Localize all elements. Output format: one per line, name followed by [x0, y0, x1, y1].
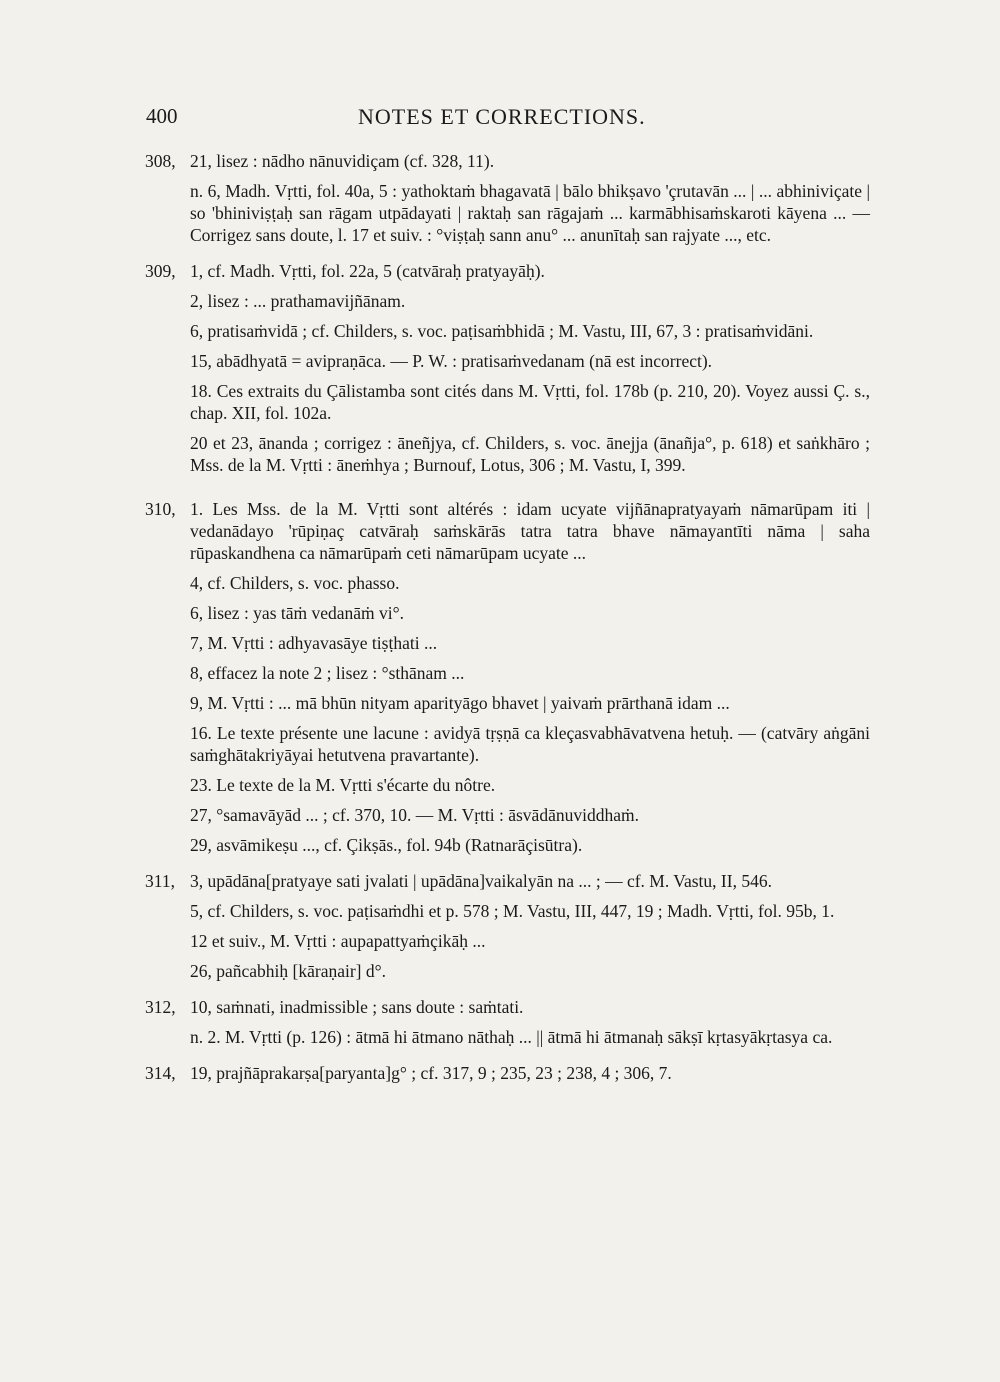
note-text: 7, M. Vṛtti : adhyavasāye tiṣṭhati ...: [190, 633, 438, 653]
note-entry: [0, 692, 1000, 714]
note-entry: [0, 1026, 1000, 1048]
note-entry: [0, 834, 1000, 856]
running-head: NOTES ET CORRECTIONS.: [358, 104, 646, 129]
note-entry: [0, 260, 1000, 282]
note-text: 12 et suiv., M. Vṛtti : aupapattyaṁçikāḥ ...: [190, 931, 486, 951]
note-text: 27, °samavāyād ... ; cf. 370, 10. — M. Vṛtti : āsvādānuviddhaṁ.: [190, 805, 639, 825]
note-text: n. 2. M. Vṛtti (p. 126) : ātmā hi ātmano nāthaḥ ... || ātmā hi ātmanaḥ sākṣī kṛtasyākṛtasya ca.: [190, 1027, 833, 1047]
note-entry: [0, 432, 1000, 476]
note-text: 2, lisez : ... prathamavijñānam.: [190, 291, 406, 311]
note-entry: [0, 774, 1000, 796]
note-text: 26, pañcabhiḥ [kāraṇair] d°.: [190, 961, 387, 981]
note-entry: [0, 380, 1000, 424]
note-text: 18. Ces extraits du Çālistamba sont cités dans M. Vṛtti, fol. 178b (p. 210, 20). Voyez aussi Ç. s., chap. XII, fol. 102a.: [190, 381, 870, 423]
page-ref: 308,: [145, 151, 176, 171]
note-entry: [0, 930, 1000, 952]
note-text: n. 6, Madh. Vṛtti, fol. 40a, 5 : yathoktaṁ bhagavatā | bālo bhikṣavo 'çrutavān ... | ... abhiniviçate | so 'bhiniviṣṭaḥ san rāgam utpādayati | raktaḥ san rāgajaṁ ... karmābhisaṁskaroti kāyena ... — Corrigez sans doute, l. 17 et suiv. : °viṣṭaḥ sann anu° ... anunītaḥ san rajyate ..., etc.: [190, 181, 870, 245]
page-ref: 311,: [145, 871, 175, 891]
note-text: 19, prajñāprakarṣa[paryanta]g° ; cf. 317, 9 ; 235, 23 ; 238, 4 ; 306, 7.: [190, 1063, 672, 1083]
note-entry: [0, 1062, 1000, 1084]
note-entry: [0, 900, 1000, 922]
page-ref: 309,: [145, 261, 176, 281]
note-text: 16. Le texte présente une lacune : avidyā tṛṣṇā ca kleçasvabhāvatvena hetuḥ. — (catvāry aṅgāni saṁghātakriyāyai hetutvena pravartante).: [190, 723, 870, 765]
page-ref: 310,: [145, 499, 176, 519]
note-entry: [0, 722, 1000, 766]
note-entry: [0, 290, 1000, 312]
note-entry: [0, 350, 1000, 372]
note-text: 1, cf. Madh. Vṛtti, fol. 22a, 5 (catvāraḥ pratyayāḥ).: [190, 261, 545, 281]
note-entry: [0, 996, 1000, 1018]
page-number: 400: [146, 104, 178, 128]
note-entry: [0, 662, 1000, 684]
notes-body: [0, 150, 1000, 1084]
note-text: 21, lisez : nādho nānuvidiçam (cf. 328, 11).: [190, 151, 495, 171]
note-text: 4, cf. Childers, s. voc. phasso.: [190, 573, 400, 593]
note-entry: [0, 632, 1000, 654]
note-text: 1. Les Mss. de la M. Vṛtti sont altérés : idam ucyate vijñānapratyayaṁ nāmarūpam iti | vedanādayo 'rūpiṇaç catvāraḥ saṁskārās tatra tatra bhave nāmayantīti nāma | saha rūpaskandhena ca nāmarūpaṁ ceti nāmarūpam ucyate ...: [190, 499, 870, 563]
note-text: 23. Le texte de la M. Vṛtti s'écarte du nôtre.: [190, 775, 496, 795]
note-entry: [0, 320, 1000, 342]
note-text: 29, asvāmikeṣu ..., cf. Çikṣās., fol. 94b (Ratnarāçisūtra).: [190, 835, 583, 855]
note-entry: [0, 602, 1000, 624]
note-text: 15, abādhyatā = avipraṇāca. — P. W. : pratisaṁvedanam (nā est incorrect).: [190, 351, 713, 371]
note-entry: [0, 572, 1000, 594]
note-text: 8, effacez la note 2 ; lisez : °sthānam ...: [190, 663, 465, 683]
note-text: 9, M. Vṛtti : ... mā bhūn nityam aparityāgo bhavet | yaivaṁ prārthanā idam ...: [190, 693, 730, 713]
note-text: 6, lisez : yas tāṁ vedanāṁ vi°.: [190, 603, 405, 623]
note-entry: [0, 960, 1000, 982]
page-header: [0, 104, 1000, 134]
note-entry: [0, 804, 1000, 826]
note-text: 10, saṁnati, inadmissible ; sans doute : saṁtati.: [190, 997, 524, 1017]
note-entry: [0, 180, 1000, 246]
note-text: 5, cf. Childers, s. voc. paṭisaṁdhi et p. 578 ; M. Vastu, III, 447, 19 ; Madh. Vṛtti, fol. 95b, 1.: [190, 901, 835, 921]
note-text: 3, upādāna[pratyaye sati jvalati | upādāna]vaikalyān na ... ; — cf. M. Vastu, II, 546.: [190, 871, 772, 891]
note-entry: [0, 150, 1000, 172]
note-entry: [0, 498, 1000, 564]
page-ref: 314,: [145, 1063, 176, 1083]
note-entry: [0, 870, 1000, 892]
page-ref: 312,: [145, 997, 176, 1017]
note-text: 20 et 23, ānanda ; corrigez : āneñjya, cf. Childers, s. voc. ānejja (ānañja°, p. 618) et saṅkhāro ; Mss. de la M. Vṛtti : āneṁhya ; Burnouf, Lotus, 306 ; M. Vastu, I, 399.: [190, 433, 870, 475]
note-text: 6, pratisaṁvidā ; cf. Childers, s. voc. paṭisaṁbhidā ; M. Vastu, III, 67, 3 : pratisaṁvidāni.: [190, 321, 814, 341]
